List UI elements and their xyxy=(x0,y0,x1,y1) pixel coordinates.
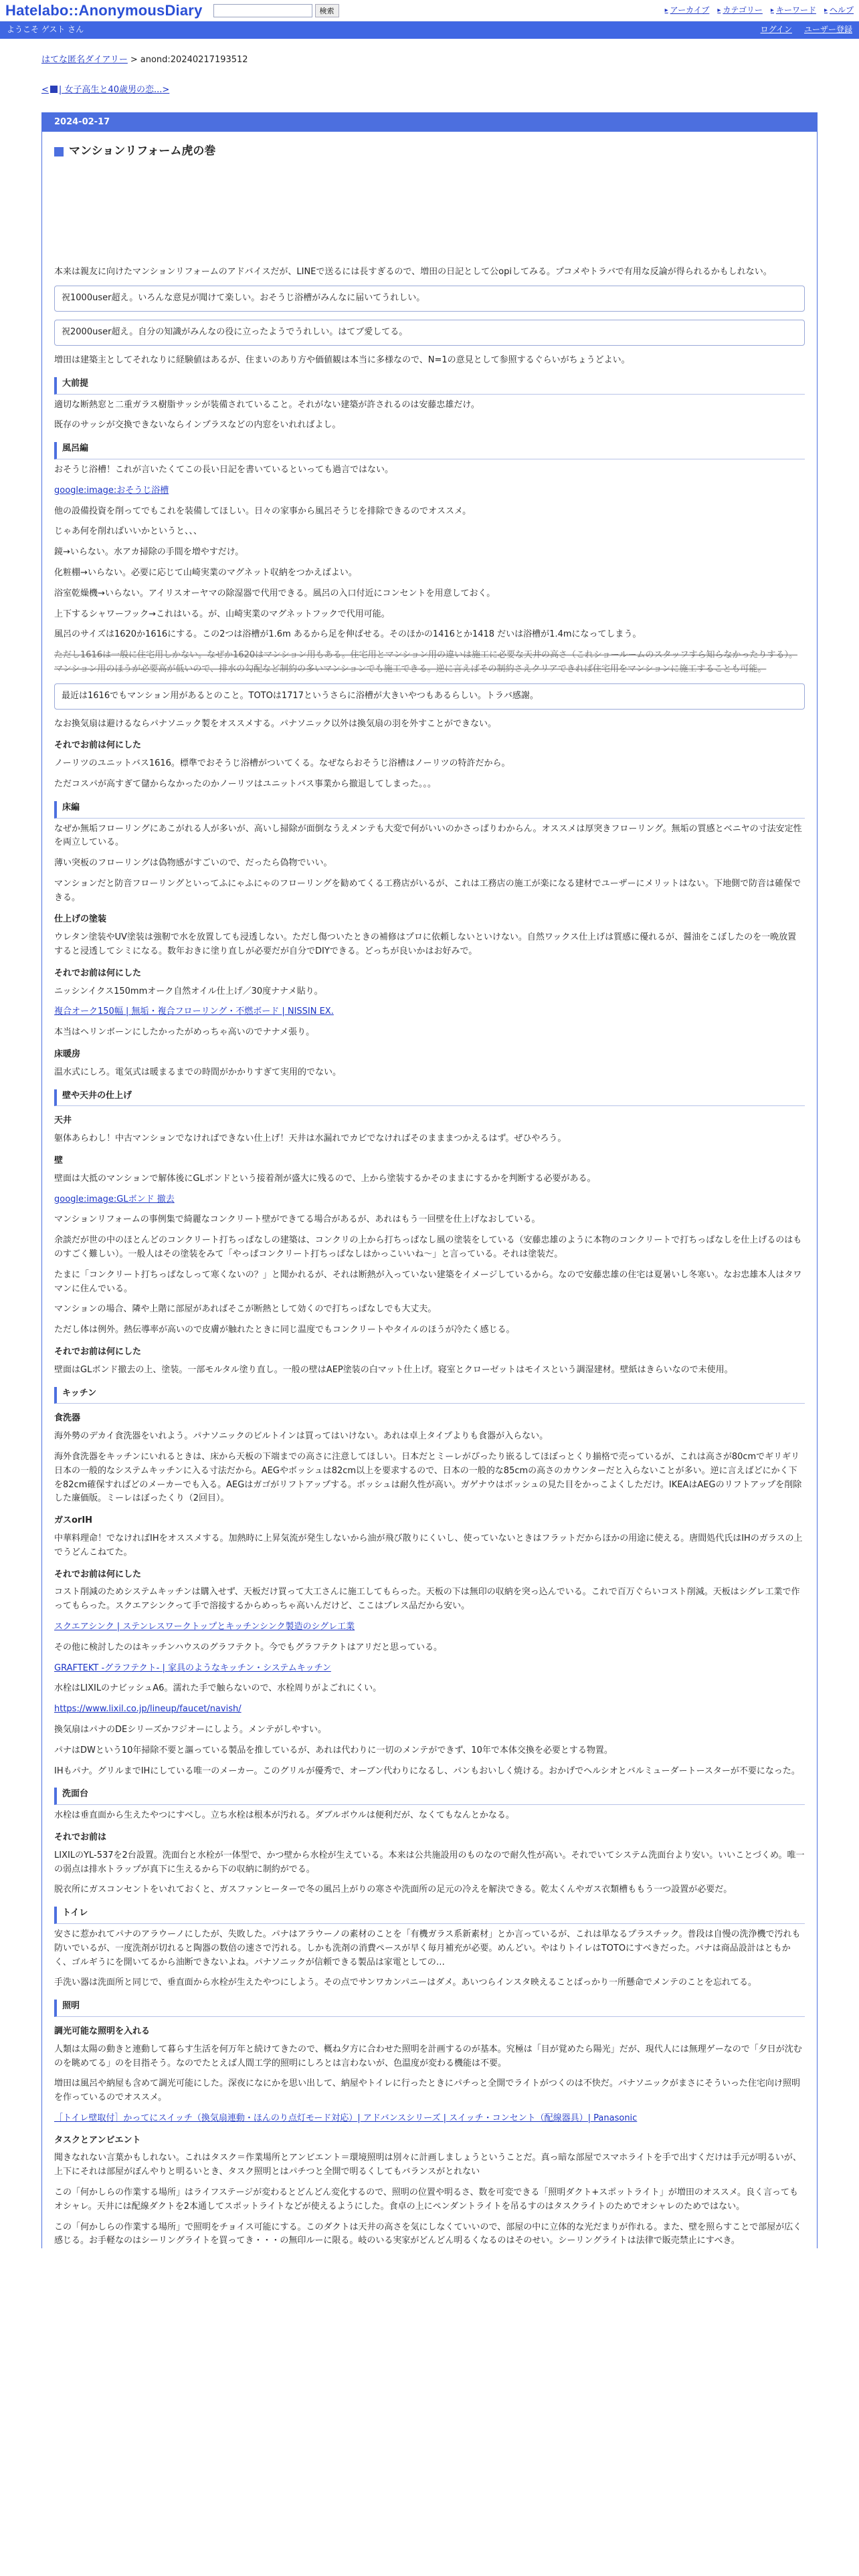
external-link[interactable]: スクエアシンク | ステンレスワークトップとキッチンシンク製造のシグレ工業 xyxy=(54,1621,355,1632)
arrow-right-icon: ▸ xyxy=(770,6,774,14)
paragraph: 手洗い器は洗面所と同じで、垂直面から水栓が生えたやつにしよう。その点でサンワカンパニーはダメ。あいつらインスタ映えることばっかり一所懸命でメンテのことを忘れてる。 xyxy=(54,1977,757,1988)
paragraph: 壁面は大抵のマンションで解体後にGLボンドという接着剤が盛大に残るので、上から塗装するかそのままにするかを判断する必要がある。 xyxy=(54,1173,596,1184)
article-title[interactable] xyxy=(54,142,805,160)
paragraph xyxy=(54,1193,805,1207)
paragraph: パナはDWという10年掃除不要と謳っている製品を推しているが、あれは代わりに一切のメンテができず、10年で本体交換を必要とする物置。 xyxy=(54,1745,613,1755)
paragraph: ただし体は例外。熱伝導率が高いので皮膚が触れたときに同じ温度でもコンクリートやタイルのほうが冷たく感じる。 xyxy=(54,1325,515,1335)
square-icon xyxy=(50,86,58,93)
sub-heading: それでお前は何にした xyxy=(54,740,142,751)
nav-archive-label: アーカイブ xyxy=(670,5,710,15)
user-bar xyxy=(0,21,859,39)
paragraph: 躯体あらわし！中古マンションでなければできない仕上げ！天井は水漏れでカビでなければそのまままつかえるはず。ぜひやろう。 xyxy=(54,1134,567,1144)
paragraph: ウレタン塗装やUV塗装は強靭で水を放置しても浸透しない。ただし傷ついたときの補修はプロに依頼しないといけない。自然ワックス仕上げは質感に優れるが、醤油をこぼしたのを一晩放置すると浸透してシミになる。数年おきに塗り直しが必要だが自分でDIYできる。どっちが良いかはお好みで。 xyxy=(54,932,797,957)
square-icon xyxy=(54,147,64,156)
quote-block: 祝1000user超え。いろんな意見が聞けて楽しい。おそうじ浴槽がみんなに届いてうれしい。 xyxy=(54,286,805,312)
breadcrumb xyxy=(0,39,859,68)
sub-heading: タスクとアンビエント xyxy=(54,2135,141,2145)
paragraph: LIXILのYL-537を2台設置。洗面台と水栓が一体型で、かつ壁から水栓が生えている。本来は公共施設用のものなので耐久性が高い。それでいてシステム洗面台より安い。いいことづくめ。唯一の弱点は排水トラップが真下に生えるから下の収納に制約がでる。 xyxy=(54,1850,805,1874)
section-heading: 洗面台 xyxy=(54,1788,805,1805)
nav-help[interactable] xyxy=(824,4,854,17)
paragraph xyxy=(54,1620,805,1634)
section-heading: キッチン xyxy=(54,1387,805,1404)
section-heading: トイレ xyxy=(54,1907,805,1924)
paragraph: 浴室乾燥機→いらない。アイリスオーヤマの除湿器で代用できる。風呂の入口付近にコンセントを用意しておく。 xyxy=(54,588,496,599)
paragraph: この「何かしらの作業する場所」はライフステージが変わるとどんどん変化するので、照明の位置や明るさ、数を可変できる「照明ダクト+スポットライト」が増田のオススメ。良く言ってもオシャレ。天井には配線ダクトを2本通してスポットライトなどが使えるようにした。食卓の上にペンダントライトを吊るすのはタスクライトのためでオシャレのためではない。 xyxy=(54,2187,798,2212)
section-heading: 大前提 xyxy=(54,377,805,395)
nav-help-label: ヘルプ xyxy=(829,5,854,15)
section-heading: 壁や天井の仕上げ xyxy=(54,1089,805,1107)
paragraph: 水栓はLIXILのナビッシュA6。濡れた手で触らないので、水栓周りがよごれにくい。 xyxy=(54,1683,382,1694)
sub-heading: 天井 xyxy=(54,1115,72,1126)
register-link[interactable]: ユーザー登録 xyxy=(803,25,852,35)
top-nav xyxy=(665,4,854,17)
paragraph: ノーリツのユニットバス1616。標準でおそうじ浴槽がついてくる。なぜならおそうじ浴槽はノーリツの特許だから。 xyxy=(54,758,510,769)
paragraph: 換気扇はパナのDEシリーズかフジオーにしよう。メンテがしやすい。 xyxy=(54,1724,327,1735)
sub-heading: それでお前は何にした xyxy=(54,1569,142,1580)
ad-space xyxy=(54,161,805,261)
paragraph: 化粧棚→いらない。必要に応じて山崎実業のマグネット収納をつかえばよい。 xyxy=(54,567,357,578)
paragraph: じゃあ何を削ればいいかというと、、、 xyxy=(54,526,203,537)
quote-block: 最近は1616でもマンション用があるとのこと。TOTOは1717というさらに浴槽が大きいやつもあるらしい。トラバ感謝。 xyxy=(54,683,805,710)
paragraph: 上下するシャワーフック→これはいる。が、山崎実業のマグネットフックで代用可能。 xyxy=(54,609,390,619)
site-logo[interactable]: Hatelabo::AnonymousDiary xyxy=(5,1,203,19)
welcome-text: ようこそ ゲスト さん xyxy=(7,25,84,35)
paragraph: 他の設備投資を削ってでもこれを装備してほしい。日々の家事から風呂そうじを排除できるのでオススメ。 xyxy=(54,506,472,516)
paragraph xyxy=(54,2112,805,2126)
paragraph: 海外勢のデカイ食洗器をいれよう。パナソニックのビルトインは買ってはいけない。あれは卓上タイプよりも食器が入らない。 xyxy=(54,1431,549,1442)
paragraph xyxy=(54,1662,805,1676)
paragraph: なぜか無垢フローリングにあこがれる人が多いが、高いし掃除が面倒なうえメンテも大変で何がいいのかさっぱりわからん。オススメは厚突きフローリング。無垢の質感とベニヤの寸法安定性を両立している。 xyxy=(54,823,802,848)
nav-keyword[interactable] xyxy=(771,4,816,17)
paragraph: 海外食洗器をキッチンにいれるときは、床から天板の下端までの高さに注意してほしい。日本だとミーレがぴったり嵌るしてほぼっとくり揃格で売っているが、これは高さが80cmでギリギリ日本の一般的なシステムキッチンに入る寸法だから。AEGやボッシュは82cm以上を要求するので、日本の一般的な85cmの高さのカウンターだと入らないことが多い。逆に言えばどにかく下を82cm確保すればどのメーカーでも入る。AEGはガゴがリフトアップする。ボッシュは耐久性が高い。ガゲナウはボッシュの見た目をかっこよくしただけ。IKEAはAEGのリフトアップを削除した廉価版。ミーレはぼったくり（2回目）。 xyxy=(54,1452,802,1504)
external-link[interactable]: 複合オーク150幅 | 無垢・複合フローリング・不燃ボード | NISSIN EX. xyxy=(54,1006,334,1017)
paragraph: 既存のサッシが交換できないならインプラスなどの内窓をいれればよし。 xyxy=(54,420,341,431)
paragraph: おそうじ浴槽！これが言いたくてこの長い日記を書いているといっても過言ではない。 xyxy=(54,464,394,475)
external-link[interactable]: https://www.lixil.co.jp/lineup/faucet/navish/ xyxy=(54,1704,242,1715)
note-paragraph: 増田は建築主としてそれなりに経験値はあるが、住まいのあり方や価値観は本当に多様なので、N=1の意見として参照するぐらいがちょうどよい。 xyxy=(54,354,630,365)
paragraph: 脱衣所にガスコンセントをいれておくと、ガスファンヒーターで冬の風呂上がりの寒さや洗面所の足元の冷えを解決できる。乾太くんやガス衣類槽ももう一つ設置が必要だ。 xyxy=(54,1885,733,1895)
sub-heading: それでお前は xyxy=(54,1832,107,1842)
paragraph: 適切な断熱窓と二重ガラス樹脂サッシが装備されていること。それがない建築が許されるのは安藤忠雄だけ。 xyxy=(54,399,480,410)
nav-keyword-label: キーワード xyxy=(775,5,816,15)
sub-heading: 食洗器 xyxy=(54,1413,81,1424)
paragraph: 薄い突板のフローリングは偽物感がすごいので、だったら偽物でいい。 xyxy=(54,858,332,869)
paragraph: ただコスパが高すぎて儲からなかったのかノーリツはユニットバス事業から撤退してしまった。。。 xyxy=(54,778,436,789)
article-body xyxy=(42,132,817,2248)
paragraph xyxy=(54,484,805,498)
paragraph: 安さに惹かれてパナのアラウーノにしたが、失敗した。パナはアラウーノの素材のことを「有機ガラス系新素材」とか言っているが、これは単なるプラスチック。普段は自慢の洗浄機で汚れも防いでいるが、一度洗剤が切れると陶器の数倍の速さで汚れる。しかも洗剤の消費ペースが早く毎月補充が必要。めんどい。やはりトイレはTOTOにすべきだった。パナは商品設計はともかく、ゴルギうにを開いてるから油断できないよね。パナソニックが信頼できる製品は家電としての… xyxy=(54,1929,801,1967)
article xyxy=(41,112,818,2249)
sub-heading: 仕上げの塗装 xyxy=(54,914,107,925)
paragraph xyxy=(54,1703,805,1717)
section-heading: 風呂編 xyxy=(54,442,805,459)
prev-open: < xyxy=(41,84,49,95)
struck-paragraph: ただし1616は一般に住宅用しかない。なぜか1620はマンション用もある。住宅用とマンション用の違いは施工に必要な天井の高さ（これショールームのスタッフすら知らなかったりする）。マンション用のほうが必要高が低いので、排水の勾配など制約の多いマンションでも施工できる。逆に言えばその制約さえクリアできれば住宅用をマンションに施工することも可能。 xyxy=(54,650,797,674)
paragraph: IHもパナ。グリルまでIHにしている唯一のメーカー。このグリルが優秀で、オーブン代わりになるし、パンもおいしく焼ける。おかげでヘルシオとバルミューダートースターが不要になった。 xyxy=(54,1765,800,1776)
arrow-right-icon: ▸ xyxy=(717,6,721,14)
paragraph: たまに「コンクリート打ちっぱなしって寒くないの？」と聞かれるが、それは断熱が入っていない建築をイメージしているから。なので安藤忠雄の住宅は夏暑いし冬寒い。なお忠雄本人はタワマンに住んでいる。 xyxy=(54,1269,802,1294)
section-heading: 照明 xyxy=(54,2000,805,2017)
search-button[interactable]: 検索 xyxy=(315,4,339,17)
nav-category[interactable] xyxy=(717,4,763,17)
sub-heading: 壁 xyxy=(54,1156,64,1166)
nav-category-label: カテゴリー xyxy=(723,5,763,15)
paragraph: 余談だが世の中のほとんどのコンクリート打ちっぱなしの建築は、コンクリの上から打ちっぱなし風の塗装をしている（安藤忠雄のように本物のコンクリートで打ちっぱなしを仕上げるのはものすごく難しい）。一般人はその塗装をみて「やっぱコンクリート打ちっぱなしはかっこいいね～」と言っている。それは塗装だ。 xyxy=(54,1235,802,1260)
search-input[interactable] xyxy=(213,4,312,17)
paragraph: マンションの場合、隣や上階に部屋があればそこが断熱として効くので打ちっぱなしでも大丈夫。 xyxy=(54,1304,437,1315)
prev-entry-nav xyxy=(0,68,859,98)
nav-archive[interactable] xyxy=(665,4,710,17)
prev-close: > xyxy=(162,84,170,95)
section-heading: 床編 xyxy=(54,801,805,819)
paragraph: 水栓は垂直面から生えたやつにすべし。立ち水栓は根本が汚れる。ダブルボウルは便利だが、なくてもなんとかなる。 xyxy=(54,1810,514,1821)
arrow-right-icon: ▸ xyxy=(664,6,668,14)
sub-heading: ガスorIH xyxy=(54,1515,93,1526)
keyword-link[interactable]: google:image:GLボンド 撤去 xyxy=(54,1194,175,1204)
paragraph: 壁面はGLボンド撤去の上、塗装。一部モルタル塗り直し。一般の壁はAEP塗装の白マット仕上げ。寝室とクローゼットはモイスという調湿建材。壁紙はきらいなので未使用。 xyxy=(54,1364,733,1375)
paragraph: その他に検討したのはキッチンハウスのグラフテクト。今でもグラフテクトはアリだと思っている。 xyxy=(54,1642,443,1652)
paragraph: 聞きなれない言葉かもしれない。これはタスク＝作業場所とアンビエント＝環境照明は別々に計画しましょうということだ。真っ暗な部屋でスマホライトを手で出すくだけは手元が明るいが、上下にそれは部屋がぼんやりと明るいとき、タスク照明とはパチつと全開で明るくしてもバランスがとれない xyxy=(54,2153,801,2177)
paragraph: 本当はヘリンボーンにしたかったがめっちゃ高いのでナナメ張り。 xyxy=(54,1027,315,1038)
paragraph: 中華料理命！でなければIHをオススメする。加熱時に上昇気流が発生しないから油が飛び散りにくいし、使っていないときはフラットだからほかの用途に使える。唐間処代氏はIHのガラスの上でうどんこねてた。 xyxy=(54,1533,803,1558)
paragraph: この「何かしらの作業する場所」で照明をチョイス可能にする。このダクトは天井の高さを気にしなくていいので、部屋の中に立体的な光だまりが作れる。また、壁を照らすことで部屋が広く感じる。お手軽なのはシーリングライトを買ってき・・・の無印ルーに限る。岐のいる実家がどんどん明るくなるのはそのせい。シーリングライトは法律で販売禁止にすべき。 xyxy=(54,2222,802,2246)
article-date: 2024-02-17 xyxy=(42,113,817,132)
paragraph: マンションリフォームの事例集で綺麗なコンクリート壁ができてる場合があるが、あれはもう一回壁を仕上げなおしている。 xyxy=(54,1214,541,1225)
external-link[interactable]: ［トイレ壁取付］かってにスイッチ（換気扇連動・ほんのり点灯モード対応）| アドバンスシリーズ | スイッチ・コンセント（配線器具）| Panasonic xyxy=(54,2113,638,2123)
prev-entry-text: | 女子高生と40歳男の恋... xyxy=(58,84,163,95)
paragraph: コスト削減のためシステムキッチンは購入せず、天板だけ買って大工さんに施工してもらった。天板の下は無印の収納を突っ込んでいる。これで百万ぐらいコスト削減。天板はシグレ工業で作ってもらった。スクエアシンクって手で溶接するからめっちゃ高いんだけど、ここはプレス品だから安い。 xyxy=(54,1587,800,1612)
paragraph: マンションだと防音フローリングといってふにゃふにゃのフローリングを勧めてくる工務店がいるが、これは工務店の施工が楽になる建材でユーザーにメリットはない。下地側で防音は確保できる。 xyxy=(54,878,801,903)
paragraph: 増田は風呂や納屋も含めて調光可能にした。深夜になにかを思い出して、納屋やトイレに行ったときにパチっと全開でライトがつくのは不快だ。パナソニックがまさにそういった住宅向け照明を作っているのでオススメ。 xyxy=(54,2078,801,2103)
paragraph: 鏡→いらない。水アカ掃除の手間を増やすだけ。 xyxy=(54,547,244,558)
arrow-right-icon: ▸ xyxy=(824,6,828,14)
paragraph: 温水式にしろ。電気式は暖まるまでの時間がかかりすぎて実用的でない。 xyxy=(54,1067,342,1077)
top-bar xyxy=(0,0,859,21)
breadcrumb-current: anond:20240217193512 xyxy=(140,55,248,65)
breadcrumb-home[interactable]: はてな匿名ダイアリー xyxy=(41,55,128,65)
sub-heading: 調光可能な照明を入れる xyxy=(54,2026,151,2036)
login-link[interactable]: ログイン xyxy=(760,25,792,35)
paragraph xyxy=(54,1005,805,1019)
prev-entry-link[interactable] xyxy=(41,85,169,95)
quote-block: 祝2000user超え。自分の知識がみんなの役に立ったようでうれしい。はてブ愛してる。 xyxy=(54,320,805,346)
external-link[interactable]: GRAFTEKT -グラフテクト- | 家具のようなキッチン・システムキッチン xyxy=(54,1662,331,1673)
paragraph: ニッシンイクス150mmオーク自然オイル仕上げ／30度ナナメ貼り。 xyxy=(54,986,323,996)
breadcrumb-separator: > xyxy=(130,55,138,65)
sub-heading: 床暖房 xyxy=(54,1049,81,1060)
paragraph: 人類は太陽の動きと連動して暮らす生活を何万年と続けてきたので、概ね夕方に合わせた照明を計画するのが基本。究極は「目が覚めたら陽光」だが、現代人には無理ゲーなので「夕日が沈むのを眺めてる」のを目指そう。なのでたとえば人間工学的照明にしろとは言わないが、色温度が変わる機能は不要。 xyxy=(54,2044,802,2068)
article-title-text: マンションリフォーム虎の巻 xyxy=(69,144,216,158)
keyword-link[interactable]: google:image:おそうじ浴槽 xyxy=(54,485,169,496)
sub-heading: それでお前は何にした xyxy=(54,1347,142,1358)
paragraph: なお換気扇は避けるならパナソニック製をオススメする。パナソニック以外は換気扇の羽を外すことができない。 xyxy=(54,718,497,729)
intro-paragraph: 本来は親友に向けたマンションリフォームのアドバイスだが、LINEで送るには長すぎるので、増田の日記として公opiしてみる。プコメやトラバで有用な反論が得られるかもしれない。 xyxy=(54,266,772,277)
paragraph: 風呂のサイズは1620か1616にする。この2つは浴槽が1.6m あるから足を伸ばせる。そのほかの1416とか1418 だいは浴槽が1.4mになってしまう。 xyxy=(54,629,642,640)
sub-heading: それでお前は何にした xyxy=(54,968,142,978)
